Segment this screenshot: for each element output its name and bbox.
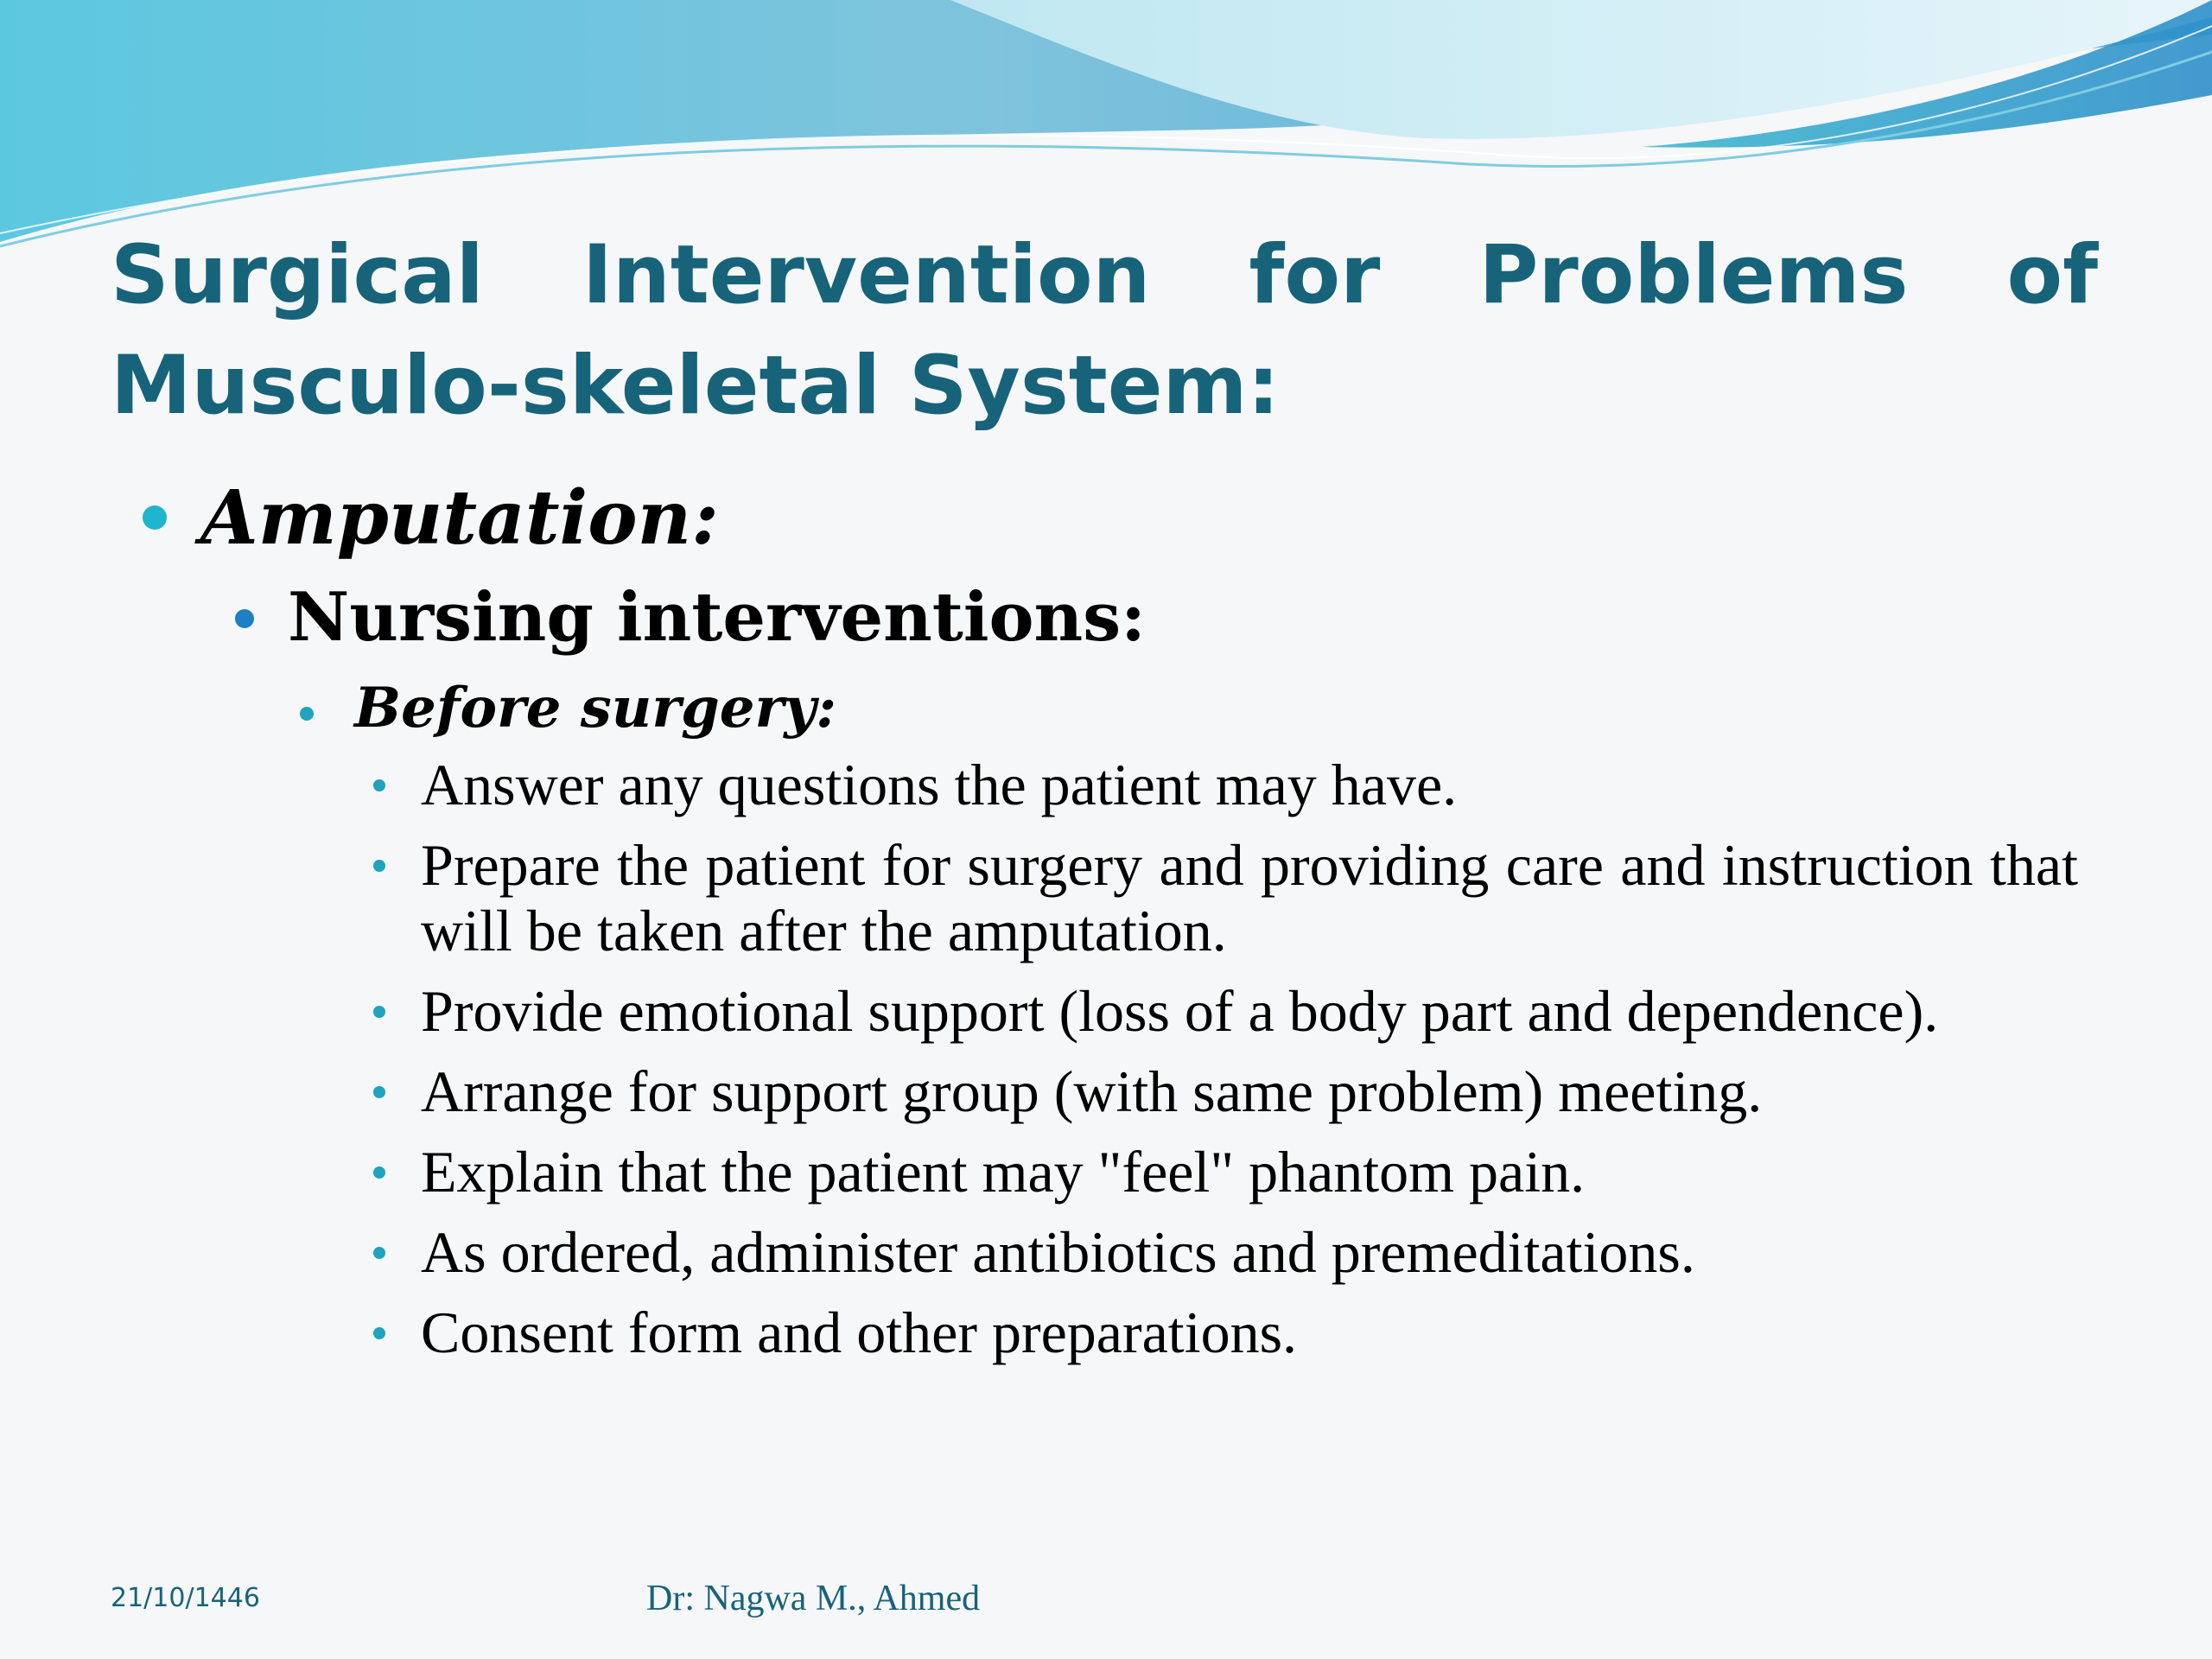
list-item-text: Answer any questions the patient may have. [421, 752, 1458, 817]
bullet-icon [373, 1086, 385, 1098]
slide-title: Surgical Intervention for Problems of Musculo-skeletal System: [111, 228, 2098, 433]
bullet-icon [373, 1006, 385, 1018]
bullet-icon [373, 779, 385, 791]
list-item-text: Prepare the patient for surgery and providing care and instruction that will be taken after the amputation. [421, 832, 2078, 963]
list-item-text: Consent form and other preparations. [421, 1300, 1298, 1365]
bullet-icon [373, 1166, 385, 1179]
list-item [372, 752, 2078, 817]
list-item-text: Explain that the patient may "feel" phantom pain. [421, 1139, 1586, 1205]
bullet-level2-icon [235, 609, 254, 628]
list-item [372, 1219, 2078, 1285]
list-item [372, 1139, 2078, 1205]
before-surgery-list [372, 752, 2078, 1380]
heading-nursing-interventions: Nursing interventions: [288, 578, 1146, 657]
list-item-text: Arrange for support group (with same problem) meeting. [421, 1058, 1763, 1124]
list-item [372, 978, 2078, 1044]
bullet-level1-icon [143, 505, 167, 530]
footer-date: 21/10/1446 [111, 1583, 260, 1613]
bullet-icon [373, 1327, 385, 1339]
footer-author: Dr: Nagwa M., Ahmed [646, 1579, 981, 1618]
list-item [372, 1300, 2078, 1365]
bullet-level3-icon [300, 707, 314, 721]
heading-before-surgery: Before surgery: [354, 676, 837, 741]
heading-amputation: Amputation: [200, 474, 719, 562]
list-item [372, 1058, 2078, 1124]
bullet-icon [373, 1247, 385, 1259]
bullet-icon [373, 860, 385, 872]
list-item-text: Provide emotional support (loss of a body part and dependence). [421, 978, 1939, 1044]
list-item-text: As ordered, administer antibiotics and premeditations. [421, 1219, 1695, 1285]
list-item [372, 832, 2078, 963]
